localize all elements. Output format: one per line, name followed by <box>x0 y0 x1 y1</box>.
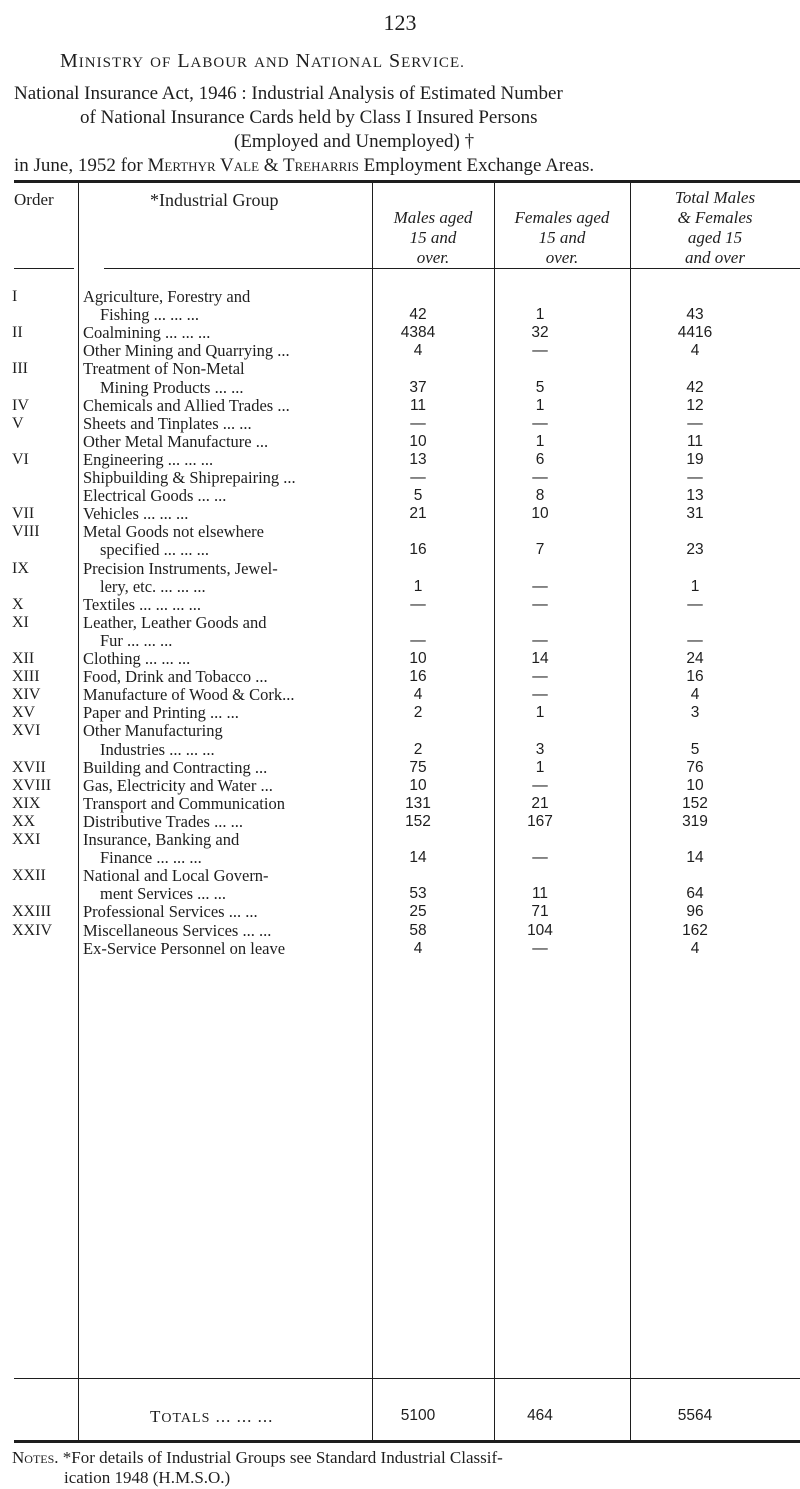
row-label: Ex-Service Personnel on leave <box>83 938 286 958</box>
row-total-value: 31 <box>686 505 704 523</box>
row-males-value: 10 <box>409 432 427 450</box>
row-order: VII <box>12 505 35 523</box>
header-total: Total Males & Females aged 15 and over <box>674 188 756 267</box>
row-females-value: — <box>532 595 548 613</box>
row-females-value: 1 <box>535 758 545 776</box>
row-label: Metal Goods not elsewhere <box>83 522 264 542</box>
row-females-value: — <box>532 577 548 595</box>
row-label: lery, etc. ... ... ... <box>100 576 206 596</box>
row-label: Manufacture of Wood & Cork... <box>83 685 295 705</box>
row-total-value: 12 <box>686 396 704 414</box>
row-females-value: — <box>532 668 548 686</box>
row-females-value: 10 <box>531 505 549 523</box>
row-total-value: 4 <box>690 686 700 704</box>
row-total-value: 11 <box>686 432 704 450</box>
row-order: II <box>12 324 23 342</box>
row-males-value: 42 <box>409 306 427 324</box>
row-order: XXII <box>12 867 46 885</box>
row-males-value: — <box>410 469 426 486</box>
row-males-value: 5 <box>413 487 423 505</box>
row-females-value: 1 <box>535 704 545 722</box>
row-label: Other Mining and Quarrying ... <box>83 341 290 361</box>
row-label: Building and Contracting ... <box>83 757 268 777</box>
row-males-value: 53 <box>409 885 427 903</box>
ministry-heading: MINISTRY OF LABOUR AND NATIONAL SERVICE. <box>60 50 465 72</box>
row-total-value: — <box>687 595 703 613</box>
row-males-value: 58 <box>409 921 427 939</box>
row-males-value: 131 <box>405 794 431 812</box>
row-females-value: — <box>532 469 548 486</box>
row-total-value: 10 <box>686 776 704 794</box>
table-title <box>14 82 800 178</box>
row-label: Agriculture, Forestry and <box>83 287 251 306</box>
row-females-value: — <box>532 631 548 649</box>
row-total-value: 319 <box>682 812 708 830</box>
row-females-value: — <box>532 776 548 794</box>
row-label: National and Local Govern- <box>83 866 269 886</box>
row-label: Vehicles ... ... ... <box>83 504 189 524</box>
row-label: Chemicals and Allied Trades ... <box>83 395 290 415</box>
row-order: XVII <box>12 758 46 776</box>
row-total-value: 96 <box>686 903 704 921</box>
row-males-value: 4 <box>413 686 423 704</box>
row-order: IV <box>12 396 29 414</box>
row-label: Precision Instruments, Jewel- <box>83 558 278 578</box>
row-females-value: 7 <box>535 541 545 559</box>
column-divider-males <box>494 183 495 1440</box>
title-line-2: of National Insurance Cards held by Class I Insured Persons <box>80 107 538 128</box>
row-females-value: — <box>532 849 548 867</box>
row-total-value: 5 <box>690 740 700 758</box>
row-females-value: — <box>532 414 548 432</box>
title-line-3: (Employed and Unemployed) † <box>234 131 475 152</box>
row-order: XXIII <box>12 903 52 921</box>
row-label: Coalmining ... ... ... <box>83 323 211 343</box>
page-number: 123 <box>383 10 417 35</box>
row-total-value: 152 <box>682 794 708 812</box>
row-total-value: 19 <box>686 450 704 468</box>
row-label: Other Metal Manufacture ... <box>83 431 269 451</box>
header-industrial-group: *Industrial Group <box>150 190 279 210</box>
row-total-value: 42 <box>686 378 704 396</box>
row-females-value: 11 <box>531 885 549 903</box>
totals-rule <box>14 1378 800 1379</box>
row-label: ment Services ... ... <box>100 884 227 904</box>
row-total-value: 14 <box>686 849 704 867</box>
row-males-value: 4384 <box>400 324 436 342</box>
note-1: *For details of Industrial Groups see Standard Industrial Classif- <box>62 1448 503 1467</box>
row-order: XII <box>12 650 35 667</box>
row-females-value: — <box>532 686 548 704</box>
row-label: Leather, Leather Goods and <box>83 612 267 632</box>
row-males-value: — <box>410 414 426 432</box>
row-males-value: — <box>410 595 426 613</box>
row-total-value: — <box>687 414 703 432</box>
row-order: XX <box>12 812 36 830</box>
row-order: XV <box>12 704 36 722</box>
row-total-value: 3 <box>690 704 700 722</box>
row-males-value: 10 <box>409 776 427 794</box>
row-males-value: 1 <box>413 577 423 595</box>
row-females-value: 3 <box>535 740 545 758</box>
row-females-value: 104 <box>527 921 553 939</box>
row-total-value: 4 <box>690 939 700 957</box>
row-total-value: 16 <box>686 668 704 686</box>
column-divider-females <box>630 183 631 1440</box>
table-bottom-rule <box>14 1440 800 1443</box>
header-underline-data <box>104 268 800 269</box>
row-order: X <box>12 595 24 613</box>
row-females-value: 6 <box>535 450 545 468</box>
row-females-value: — <box>532 939 548 957</box>
row-males-value: 11 <box>409 396 427 414</box>
row-label: specified ... ... ... <box>100 540 210 560</box>
row-total-value: 76 <box>686 758 704 776</box>
row-total-value: — <box>687 631 703 649</box>
row-order: VIII <box>12 523 40 541</box>
row-males-value: 25 <box>409 903 427 921</box>
notes-label: Notes. <box>12 1448 59 1467</box>
totals-males: 5100 <box>400 1407 436 1424</box>
row-order: XIII <box>12 668 40 686</box>
row-label: Transport and Communication <box>83 793 285 813</box>
row-label: Shipbuilding & Shiprepairing ... <box>83 468 296 487</box>
totals-total: 5564 <box>677 1407 713 1424</box>
row-order: XVI <box>12 722 41 740</box>
table-top-rule <box>14 180 800 183</box>
row-order: IX <box>12 559 29 577</box>
row-females-value: 167 <box>527 812 553 830</box>
row-order: XIX <box>12 794 41 812</box>
row-males-value: 75 <box>409 758 427 776</box>
row-males-value: 37 <box>409 378 427 396</box>
row-label: Finance ... ... ... <box>100 848 202 868</box>
title-line-4: in June, 1952 for Merthyr Vale & Treharris Employment Exchange Areas. <box>14 155 595 176</box>
row-order: VI <box>12 450 29 468</box>
row-label: Insurance, Banking and <box>83 830 240 849</box>
notes <box>12 1448 792 1488</box>
row-order: XVIII <box>12 776 52 794</box>
row-males-value: 16 <box>409 668 427 686</box>
row-label: Mining Products ... ... <box>100 377 244 397</box>
row-females-value: 8 <box>535 487 545 505</box>
row-label: Fishing ... ... ... <box>100 305 200 325</box>
header-order: Order <box>14 190 54 209</box>
row-total-value: 1 <box>690 577 700 595</box>
row-total-value: 4 <box>690 342 700 360</box>
row-label: Distributive Trades ... ... <box>83 811 243 831</box>
row-females-value: — <box>532 342 548 360</box>
row-total-value: 43 <box>686 306 704 324</box>
row-label: Other Manufacturing <box>83 721 223 741</box>
row-males-value: 2 <box>413 740 423 758</box>
row-total-value: 13 <box>686 487 704 505</box>
row-males-value: 2 <box>413 704 423 722</box>
row-order: XIV <box>12 686 41 704</box>
row-total-value: 162 <box>682 921 708 939</box>
row-females-value: 5 <box>535 378 545 396</box>
row-females-value: 32 <box>531 324 549 342</box>
row-males-value: 16 <box>409 541 427 559</box>
row-males-value: 13 <box>409 450 427 468</box>
row-label: Industries ... ... ... <box>100 739 215 759</box>
row-females-value: 1 <box>535 432 545 450</box>
row-females-value: 71 <box>531 903 549 921</box>
header-males: Males aged 15 and over. <box>393 208 473 267</box>
row-females-value: 14 <box>531 650 549 667</box>
row-females-value: 1 <box>535 306 545 324</box>
row-females-value: 1 <box>535 396 545 414</box>
row-label: Textiles ... ... ... ... <box>83 594 201 614</box>
row-label: Food, Drink and Tobacco ... <box>83 667 268 687</box>
row-males-value: 4 <box>413 342 423 360</box>
header-underline-order <box>14 268 74 269</box>
row-total-value: 64 <box>686 885 704 903</box>
row-label: Sheets and Tinplates ... ... <box>83 413 252 433</box>
row-label: Engineering ... ... ... <box>83 449 214 469</box>
row-label: Fur ... ... ... <box>100 630 173 650</box>
row-label: Gas, Electricity and Water ... <box>83 775 273 795</box>
row-males-value: — <box>410 631 426 649</box>
title-line-1: National Insurance Act, 1946 : Industrial Analysis of Estimated Number <box>14 83 563 104</box>
row-order: XXIV <box>12 921 52 939</box>
totals-label: TOTALS ... ... ... <box>150 1407 274 1426</box>
row-total-value: 4416 <box>677 324 713 342</box>
row-order: III <box>12 360 28 378</box>
row-total-value: — <box>687 469 703 486</box>
row-order: V <box>12 414 24 432</box>
row-females-value: 21 <box>531 794 549 812</box>
totals-females: 464 <box>527 1407 553 1424</box>
row-males-value: 10 <box>409 650 427 667</box>
row-total-value: 24 <box>686 650 704 667</box>
row-males-value: 21 <box>409 505 427 523</box>
row-total-value: 23 <box>686 541 704 559</box>
row-males-value: 152 <box>405 812 431 830</box>
row-males-value: 14 <box>409 849 427 867</box>
note-1-continued: ication 1948 (H.M.S.O.) <box>64 1468 231 1487</box>
row-order: I <box>12 288 18 305</box>
row-order: XXI <box>12 831 41 848</box>
row-males-value: 4 <box>413 939 423 957</box>
column-divider-order <box>78 183 79 1440</box>
row-label: Electrical Goods ... ... <box>83 486 227 506</box>
row-label: Treatment of Non-Metal <box>83 359 245 379</box>
row-label: Clothing ... ... ... <box>83 649 191 668</box>
header-females: Females aged 15 and over. <box>514 208 610 267</box>
row-label: Paper and Printing ... ... <box>83 703 239 723</box>
row-label: Professional Services ... ... <box>83 902 258 922</box>
row-label: Miscellaneous Services ... ... <box>83 920 272 940</box>
row-order: XI <box>12 613 29 631</box>
